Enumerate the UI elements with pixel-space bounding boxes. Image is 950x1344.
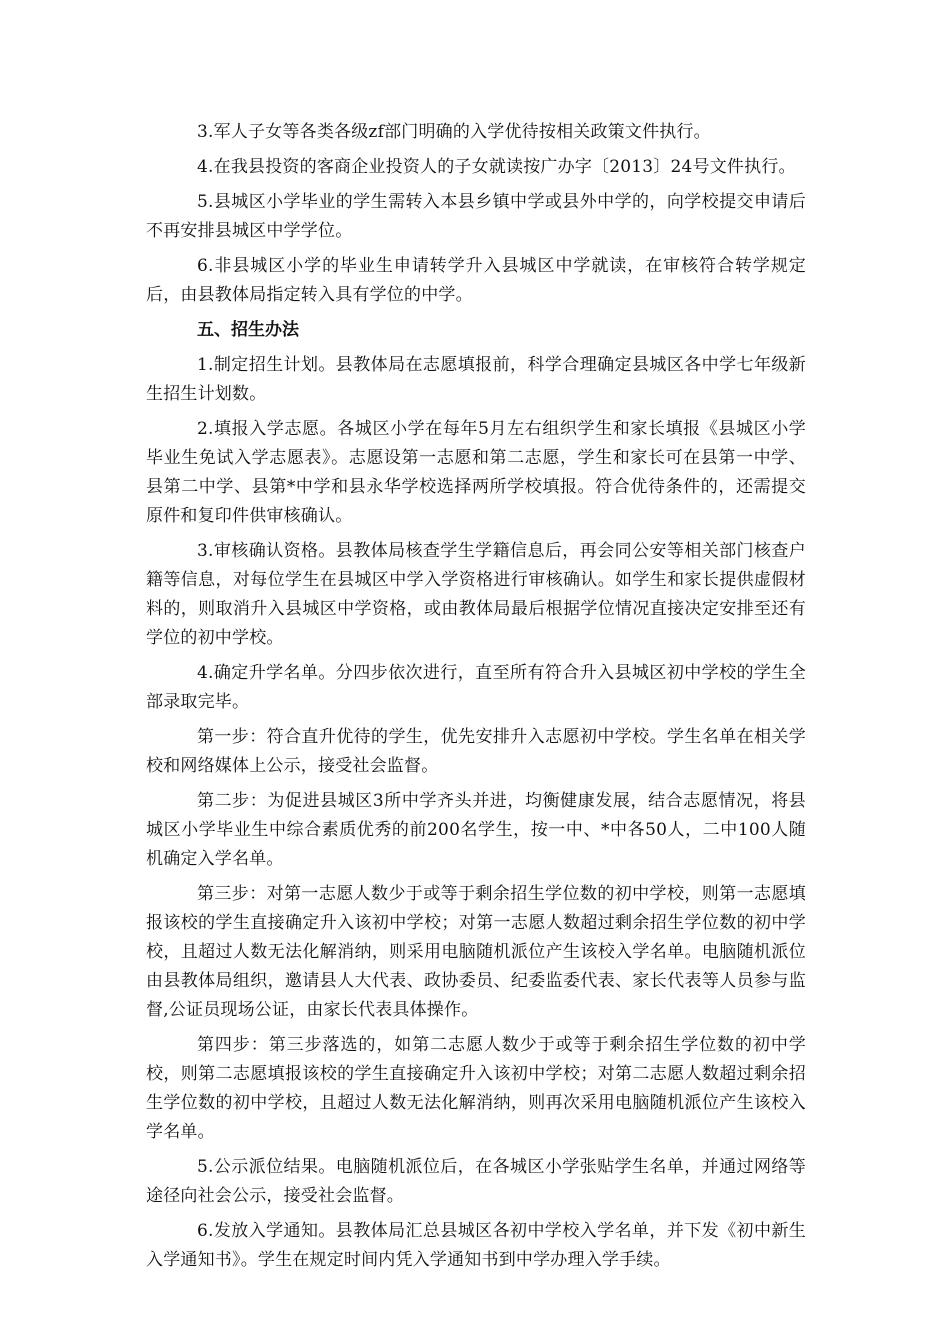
paragraph-step-four: 第四步：第三步落选的，如第二志愿人数少于或等于剩余招生学位数的初中学校，则第二志愿填报该校的学生直接确定升入该初中学校；对第二志愿人数超过剩余招生学位数的初中学校，且超过人数无法化解消纳，则再次采用电脑随机派位产生该校入学名单。	[146, 1035, 806, 1142]
paragraph-step-two: 第二步：为促进县城区3所中学齐头并进，均衡健康发展，结合志愿情况，将县城区小学毕业生中综合素质优秀的前200名学生，按一中、*中各50人，二中100人随机确定入学名单。	[146, 791, 806, 869]
section-heading-enrollment-methods: 五、招生办法	[197, 320, 299, 340]
paragraph-transfer-out: 5.县城区小学毕业的学生需转入本县乡镇中学或县外中学的，向学校提交申请后不再安排县城区中学学位。	[146, 192, 806, 241]
paragraph-admission-list: 4.确定升学名单。分四步依次进行，直至所有符合升入县城区初中学校的学生全部录取完毕。	[146, 663, 806, 712]
paragraph-verify-eligibility: 3.审核确认资格。县教体局核查学生学籍信息后，再会同公安等相关部门核查户籍等信息，对每位学生在县城区中学入学资格进行审核确认。如学生和家长提供虚假材料的，则取消升入县城区中学资格，或由教体局最后根据学位情况直接决定安排至还有学位的初中学校。	[146, 541, 806, 648]
paragraph-enrollment-plan: 1.制定招生计划。县教体局在志愿填报前，科学合理确定县城区各中学七年级新生招生计划数。	[146, 355, 806, 404]
paragraph-step-three: 第三步：对第一志愿人数少于或等于剩余招生学位数的初中学校，则第一志愿填报该校的学生直接确定升入该初中学校；对第一志愿人数超过剩余招生学位数的初中学校，且超过人数无法化解消纳，则采用电脑随机派位产生该校入学名单。电脑随机派位由县教体局组织，邀请县人大代表、政协委员、纪委监委代表、家长代表等人员参与监督,公证员现场公证，由家长代表具体操作。	[146, 884, 806, 1020]
document-page	[146, 118, 806, 1281]
paragraph-publish-results: 5.公示派位结果。电脑随机派位后，在各城区小学张贴学生名单，并通过网络等途径向社会公示，接受社会监督。	[146, 1157, 806, 1206]
paragraph-fill-preferences: 2.填报入学志愿。各城区小学在每年5月左右组织学生和家长填报《县城区小学毕业生免试入学志愿表》。志愿设第一志愿和第二志愿，学生和家长可在县第一中学、县第二中学、县第*中学和县永华学校选择两所学校填报。符合优待条件的，还需提交原件和复印件供审核确认。	[146, 419, 806, 526]
paragraph-step-one: 第一步：符合直升优待的学生，优先安排升入志愿初中学校。学生名单在相关学校和网络媒体上公示，接受社会监督。	[146, 727, 806, 776]
paragraph-investor-children: 4.在我县投资的客商企业投资人的子女就读按广办字〔2013〕24号文件执行。	[197, 157, 796, 177]
paragraph-military-children: 3.军人子女等各类各级zf部门明确的入学优待按相关政策文件执行。	[197, 122, 711, 142]
paragraph-admission-notice: 6.发放入学通知。县教体局汇总县城区各初中学校入学名单，并下发《初中新生入学通知书》。学生在规定时间内凭入学通知书到中学办理入学手续。	[146, 1221, 806, 1270]
paragraph-transfer-in: 6.非县城区小学的毕业生申请转学升入县城区中学就读，在审核符合转学规定后，由县教体局指定转入具有学位的中学。	[146, 256, 806, 305]
